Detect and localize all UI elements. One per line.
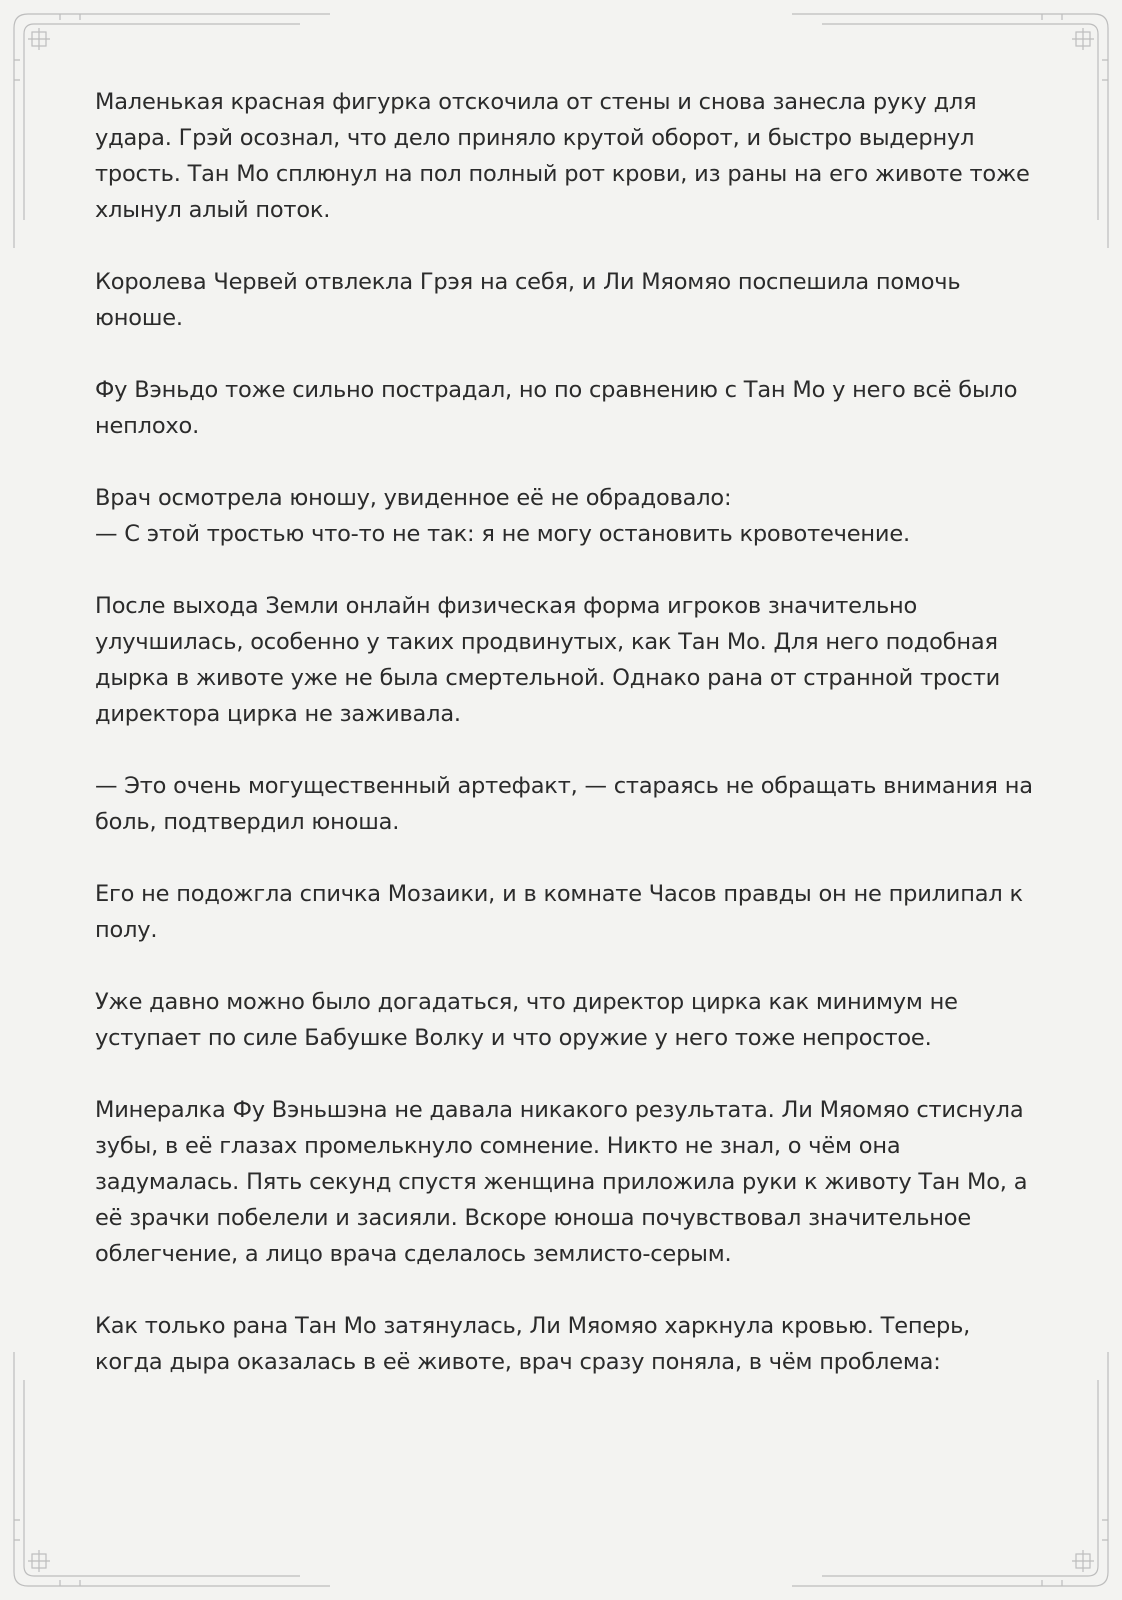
- paragraph: Его не подожгла спичка Мозаики, и в комнате Часов правды он не прилипал к полу.: [95, 881, 1023, 943]
- dialogue-paragraph: — Это очень могущественный артефакт, — стараясь не обращать внимания на боль, подтвердил юноша.: [95, 773, 1033, 835]
- dialogue-line: — С этой тростью что-то не так: я не могу остановить кровотечение.: [95, 521, 910, 547]
- paragraph: После выхода Земли онлайн физическая форма игроков значительно улучшилась, особенно у таких продвинутых, как Тан Мо. Для него подобная дырка в животе уже не была смертельной. Однако рана от странной трости директора цирка не заживала.: [95, 593, 1001, 727]
- paragraph: Маленькая красная фигурка отскочила от стены и снова занесла руку для удара. Грэй осознал, что дело приняло крутой оборот, и быстро выдернул трость. Тан Мо сплюнул на пол полный рот крови, из раны на его животе тоже хлынул алый поток.: [95, 89, 1030, 223]
- story-text: [95, 84, 1035, 1416]
- paragraph: Королева Червей отвлекла Грэя на себя, и Ли Мяомяо поспешила помочь юноше.: [95, 269, 961, 331]
- paragraph: Как только рана Тан Мо затянулась, Ли Мяомяо харкнула кровью. Теперь, когда дыра оказалась в её животе, врач сразу поняла, в чём проблема:: [95, 1313, 971, 1375]
- paragraph: Минералка Фу Вэньшэна не давала никакого результата. Ли Мяомяо стиснула зубы, в её глазах промелькнуло сомнение. Никто не знал, о чём она задумалась. Пять секунд спустя женщина приложила руки к животу Тан Мо, а её зрачки побелели и засияли. Вскоре юноша почувствовал значительное облегчение, а лицо врача сделалось землисто-серым.: [95, 1097, 1028, 1267]
- paragraph: Фу Вэньдо тоже сильно пострадал, но по сравнению с Тан Мо у него всё было неплохо.: [95, 377, 1018, 439]
- paragraph: Уже давно можно было догадаться, что директор цирка как минимум не уступает по силе Бабушке Волку и что оружие у него тоже непростое.: [95, 989, 958, 1051]
- paragraph-line: Врач осмотрела юношу, увиденное её не обрадовало:: [95, 485, 732, 511]
- paragraph: [95, 480, 1035, 552]
